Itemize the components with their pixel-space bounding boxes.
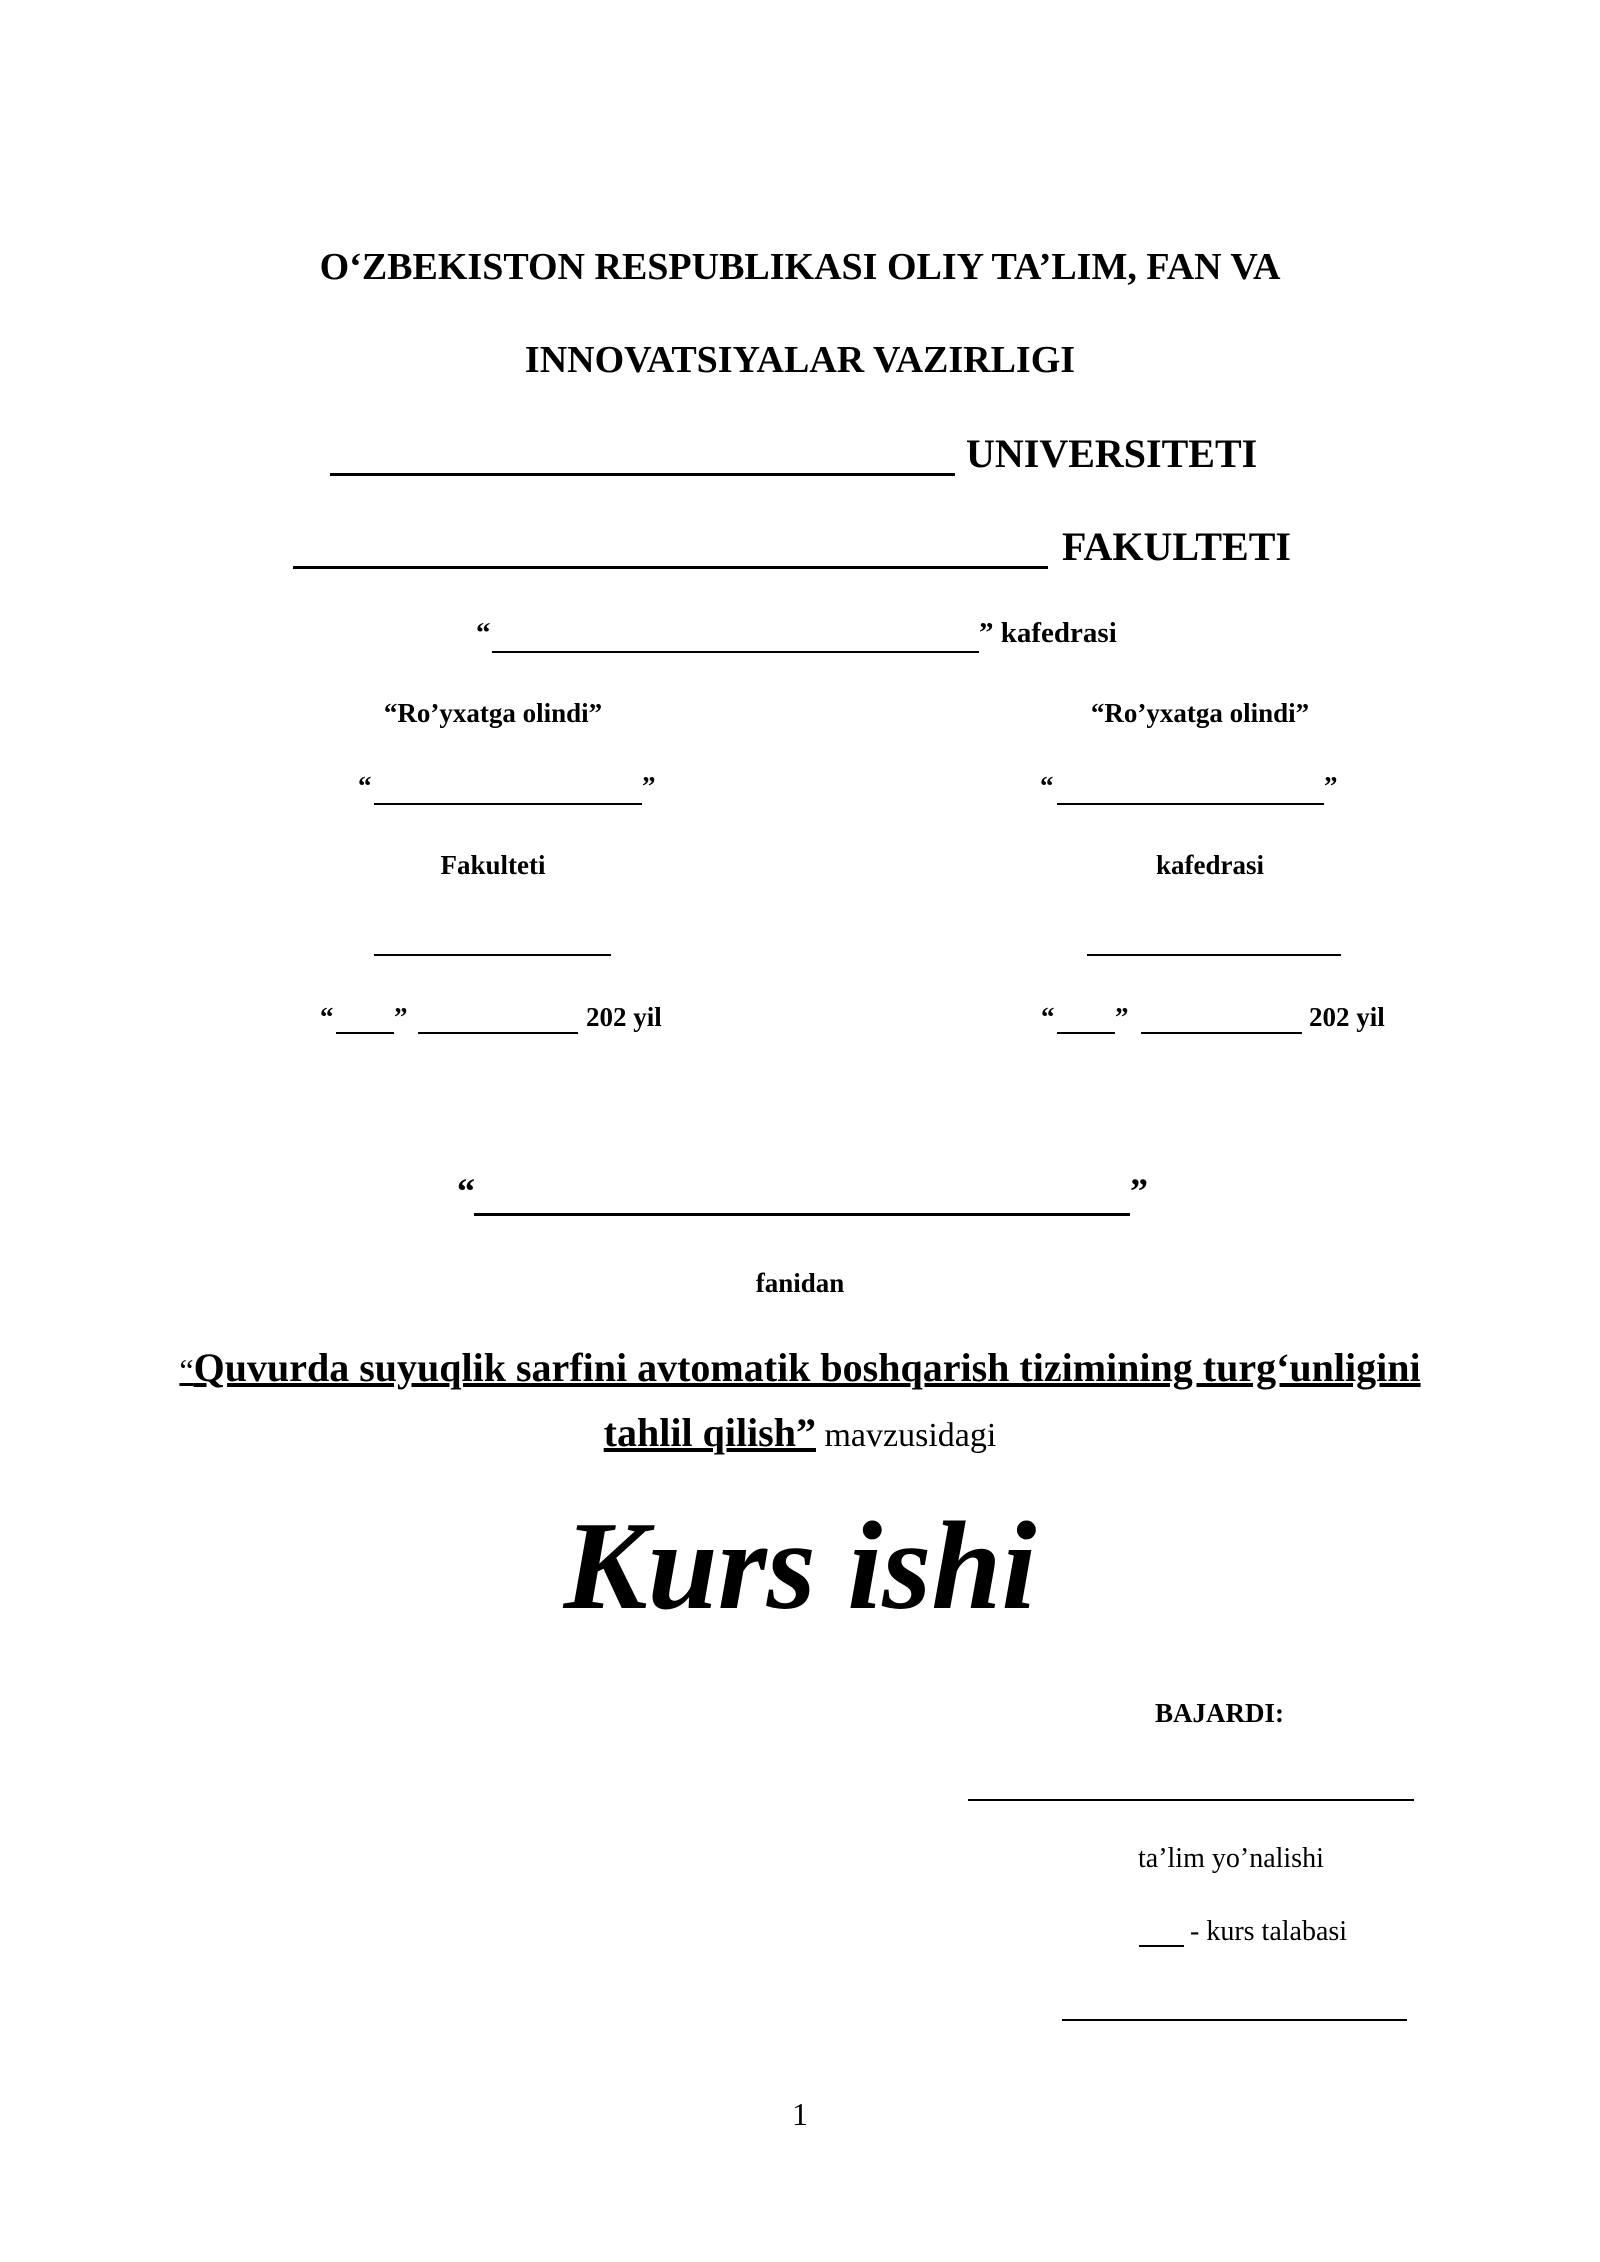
left-close-quote: ” — [642, 771, 656, 801]
right-open-quote: “ — [1040, 771, 1054, 801]
faculty-name-blank — [293, 566, 1048, 569]
department-open-quote: “ — [476, 617, 491, 649]
left-signature-blank — [374, 954, 611, 956]
direction-label: ta’lim yo’nalishi — [1138, 1843, 1324, 1874]
right-date-open-quote: “ — [1041, 1002, 1055, 1032]
department-label: ” kafedrasi — [979, 617, 1117, 649]
right-month-blank — [1141, 1032, 1302, 1034]
performer-name-blank — [968, 1799, 1414, 1801]
course-number-blank — [1139, 1945, 1184, 1947]
topic-open-quote: “ — [179, 1352, 194, 1388]
university-label: UNIVERSITETI — [966, 431, 1258, 476]
ministry-line-2: INNOVATSIYALAR VAZIRLIGI — [524, 339, 1076, 381]
right-date-close-quote: ” — [1115, 1002, 1129, 1032]
subject-close-quote: ” — [1130, 1171, 1148, 1211]
course-label: - kurs talabasi — [1190, 1916, 1348, 1947]
left-day-blank — [336, 1032, 394, 1034]
left-year-text: 202 yil — [586, 1002, 662, 1032]
left-date-open-quote: “ — [320, 1002, 334, 1032]
right-unit-label: kafedrasi — [1156, 850, 1264, 880]
topic-title: Quvurda suyuqlik sarfini avtomatik boshqarish tizimining turg‘unligini tahlil qilish” — [193, 1345, 1421, 1455]
ministry-line-1: O‘ZBEKISTON RESPUBLIKASI OLIY TA’LIM, FAN VA — [319, 246, 1281, 288]
left-name-blank — [374, 803, 642, 805]
right-close-quote: ” — [1324, 771, 1338, 801]
university-name-blank — [330, 473, 955, 476]
left-unit-label: Fakulteti — [440, 850, 546, 880]
left-open-quote: “ — [358, 771, 372, 801]
subject-open-quote: “ — [457, 1171, 475, 1211]
student-group-blank — [1062, 2019, 1407, 2021]
left-date-close-quote: ” — [394, 1002, 408, 1032]
topic-block — [150, 1340, 1450, 1470]
right-year-text: 202 yil — [1309, 1002, 1385, 1032]
faculty-label: FAKULTETI — [1062, 524, 1291, 569]
document-type-title: Kurs ishi — [563, 1497, 1037, 1636]
right-day-blank — [1057, 1032, 1115, 1034]
topic-suffix: mavzusidagi — [815, 1417, 997, 1454]
right-registered-title: “Ro’yxatga olindi” — [1090, 698, 1310, 728]
subject-label: fanidan — [755, 1268, 845, 1298]
subject-name-blank — [474, 1213, 1130, 1216]
right-name-blank — [1057, 803, 1324, 805]
right-signature-blank — [1087, 954, 1341, 956]
performer-label: BAJARDI: — [1155, 1698, 1285, 1728]
department-name-blank — [492, 651, 979, 653]
page-number: 1 — [792, 2096, 808, 2132]
left-registered-title: “Ro’yxatga olindi” — [383, 698, 603, 728]
left-month-blank — [418, 1032, 578, 1034]
